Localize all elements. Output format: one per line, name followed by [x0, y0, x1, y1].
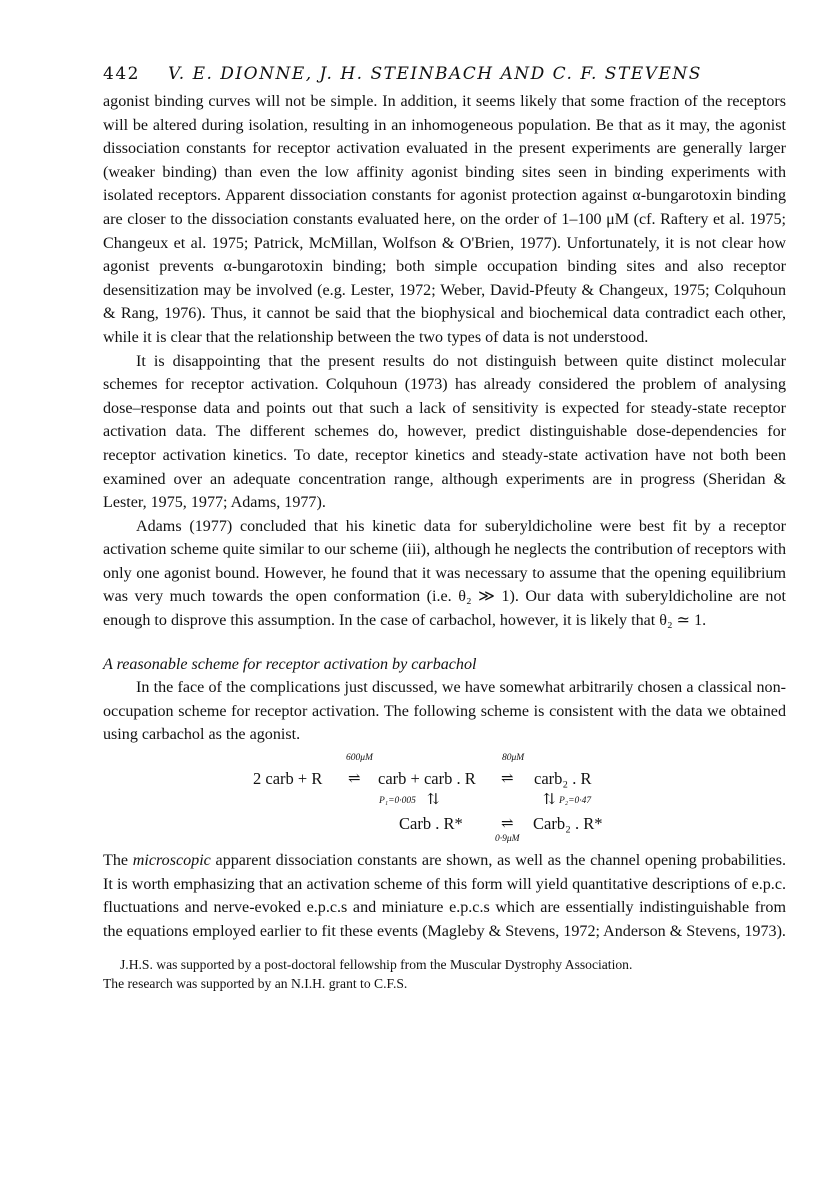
running-header: [103, 64, 786, 84]
page: [103, 64, 786, 993]
equilibrium-arrow-3: ⇌: [501, 816, 514, 833]
equilibrium-arrow-1: ⇌: [348, 771, 361, 788]
scheme-right: carb₂ . R: [534, 769, 592, 789]
scheme-p1: P₁=0·005: [379, 796, 416, 807]
paragraph-4: In the face of the complications just discussed, we have somewhat arbitrarily chosen a classical non-occupation scheme for receptor activation. The following scheme is consistent with the data we obtained using carbachol as the agonist.: [103, 679, 786, 744]
vertical-arrow-2: ⇅: [543, 792, 556, 809]
section-heading: A reasonable scheme for receptor activation by carbachol: [103, 655, 477, 673]
equilibrium-arrow-2: ⇌: [501, 771, 514, 788]
vertical-arrow-1: ⇅: [427, 792, 440, 809]
paragraph-3: Adams (1977) concluded that his kinetic data for suberyldicholine were best fit by a receptor activation scheme quite similar to our scheme (iii), although he neglects the contribution of receptors with only one agonist bound. However, he found that it was necessary to assume that the opening equilibrium was very much towards the open conformation (i.e. θ₂ ≫ 1). Our data with suberyldicholine are not enough to disprove this assumption. In the case of carbachol, however, it is likely that θ₂ ≃ 1.: [103, 517, 786, 630]
paragraph-5-italic: microscopic: [132, 852, 211, 870]
scheme-left: 2 carb + R: [253, 769, 323, 789]
scheme-middle: carb + carb . R: [378, 769, 476, 789]
paragraph-1: agonist binding curves will not be simple. In addition, it seems likely that some fraction of the receptors will be altered during isolation, resulting in an inhomogeneous population. Be that as it may, the agonist dissociation constants for receptor activation evaluated in the present experiments are generally larger (weaker binding) than even the low affinity agonist binding sites seen in binding experiments with isolated receptors. Apparent dissociation constants for agonist protection against α-bungarotoxin binding are closer to the dissociation constants evaluated here, on the order of 1–100 μM (cf. Raftery et al. 1975; Changeux et al. 1975; Patrick, McMillan, Wolfson & O'Brien, 1977). Unfortunately, it is not clear how agonist prevents α-bungarotoxin binding; both simple occupation binding sites and also receptor desensitization may be involved (e.g. Lester, 1972; Weber, David-Pfeuty & Changeux, 1975; Colquhoun & Rang, 1976). Thus, it cannot be said that the biophysical and biochemical data contradict each other, while it is clear that the relationship between the two types of data is not understood.: [103, 93, 786, 346]
page-number: 442: [103, 64, 140, 84]
paragraph-5: [103, 849, 786, 943]
paragraph-5-lead: The: [103, 852, 133, 870]
scheme-p2: P₂=0·47: [559, 796, 592, 807]
paragraph-5-rest: apparent dissociation constants are shown, as well as the channel opening probabilities. It is worth emphasizing that an activation scheme of this form will yield quantitative descriptions of e.p.c. fluctuations and nerve-evoked e.p.c.s and miniature e.p.c.s which are essentially indistinguishable from the equations employed earlier to fit these events (Magleby & Stevens, 1972; Anderson & Stevens, 1973).: [103, 852, 786, 940]
scheme-bottom-left: Carb . R*: [399, 814, 463, 834]
author-names: V. E. DIONNE, J. H. STEINBACH AND C. F. STEVENS: [167, 64, 702, 84]
ack-line-2: The research was supported by an N.I.H. grant to C.F.S.: [103, 976, 408, 992]
reaction-scheme: [103, 749, 786, 849]
paragraph-2: It is disappointing that the present results do not distinguish between quite distinct molecular schemes for receptor activation. Colquhoun (1973) has already considered the problem of analysing dose–response data and points out that such a lack of sensitivity is expected for steady-state receptor activation data. The different schemes do, however, predict distinguishable dose-dependencies for receptor activation kinetics. To date, receptor kinetics and steady-state activation have not both been examined over an adequate concentration range, although experiments are in progress (Sheridan & Lester, 1975, 1977; Adams, 1977).: [103, 352, 786, 512]
acknowledgements: [103, 955, 786, 993]
scheme-k1: 600μM: [346, 753, 373, 764]
scheme-k2: 80μM: [502, 753, 525, 764]
scheme-bottom-right: Carb₂ . R*: [533, 814, 603, 834]
ack-line-1: J.H.S. was supported by a post-doctoral fellowship from the Muscular Dystrophy Association.: [120, 957, 633, 973]
scheme-k3: 0·9μM: [495, 834, 520, 845]
